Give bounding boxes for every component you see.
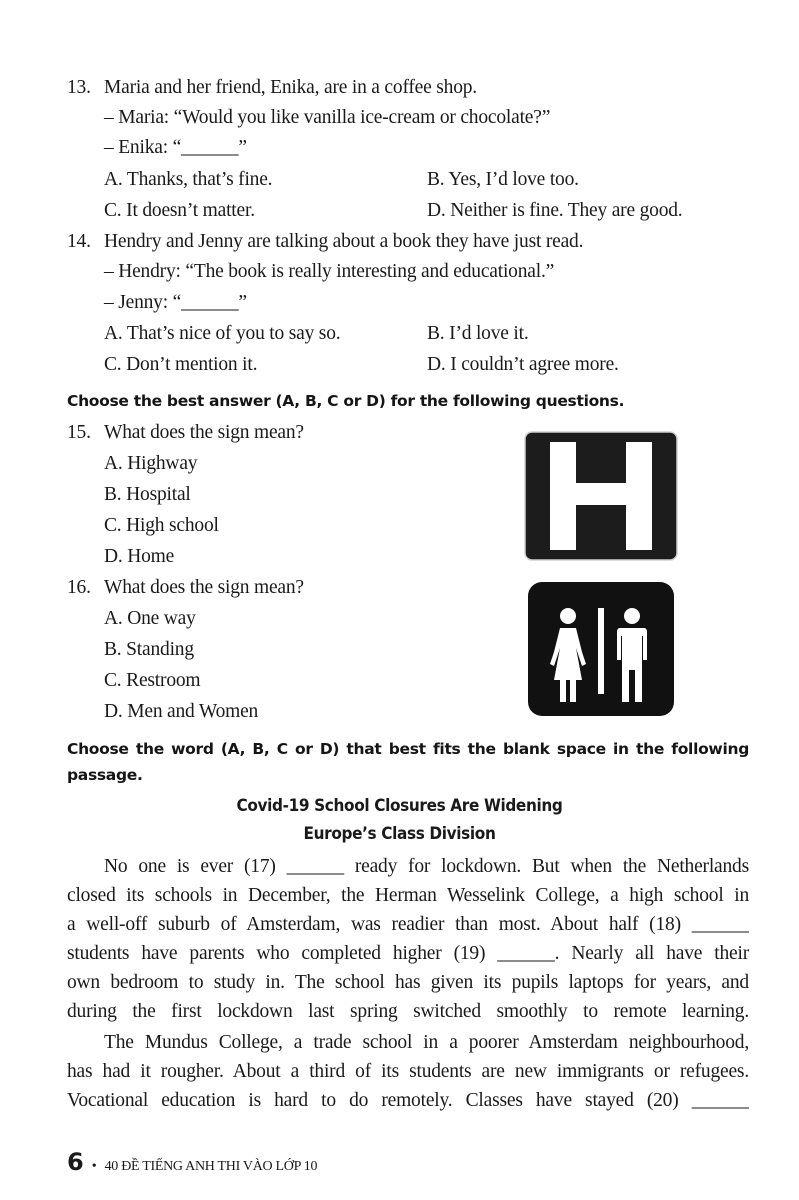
option-b[interactable]: B. I’d love it. <box>427 323 529 344</box>
paragraph-line: during the first lockdown last spring switched smoothly to remote learning. <box>67 1001 749 1022</box>
option-c[interactable]: C. It doesn’t matter. <box>104 200 255 221</box>
question-number: 15. <box>67 422 91 443</box>
instruction-passage-line2: passage. <box>67 766 143 784</box>
paragraph-line: own bedroom to study in. The school has given its pupils laptops for years, and <box>67 972 749 993</box>
option-d[interactable]: D. Home <box>104 546 175 567</box>
page-footer <box>67 1148 317 1176</box>
question-stem: Maria and her friend, Enika, are in a coffee shop. <box>104 77 477 98</box>
paragraph-line: closed its schools in December, the Herman Wesselink College, a high school in <box>67 885 749 906</box>
footer-separator: • <box>91 1159 97 1174</box>
restroom-sign-icon <box>526 580 676 718</box>
page-number: 6 <box>67 1148 84 1176</box>
passage-title-line1: Covid-19 School Closures Are Widening <box>236 796 563 816</box>
instruction-best-answer: Choose the best answer (A, B, C or D) for the following questions. <box>67 392 625 410</box>
option-c[interactable]: C. Don’t mention it. <box>104 354 258 375</box>
instruction-passage-line1: Choose the word (A, B, C or D) that best fits the blank space in the following <box>67 740 749 758</box>
paragraph-line: The Mundus College, a trade school in a poorer Amsterdam neighbourhood, <box>104 1032 749 1053</box>
option-b[interactable]: B. Yes, I’d love too. <box>427 169 579 190</box>
option-a[interactable]: A. One way <box>104 608 196 629</box>
paragraph-line: a well-off suburb of Amsterdam, was readier than most. About half (18) ______ <box>67 914 749 935</box>
question-number: 16. <box>67 577 91 598</box>
paragraph-line: No one is ever (17) ______ ready for lockdown. But when the Netherlands <box>104 856 749 877</box>
question-number: 14. <box>67 231 91 252</box>
option-b[interactable]: B. Hospital <box>104 484 191 505</box>
option-d[interactable]: D. I couldn’t agree more. <box>427 354 619 375</box>
question-stem: What does the sign mean? <box>104 577 304 598</box>
question-stem: Hendry and Jenny are talking about a book they have just read. <box>104 231 584 252</box>
question-number: 13. <box>67 77 91 98</box>
dialogue-line: – Maria: “Would you like vanilla ice-cream or chocolate?” <box>104 107 551 128</box>
paragraph-line: has had it rougher. About a third of its students are new immigrants or refugees. <box>67 1061 749 1082</box>
dialogue-line: – Jenny: “______” <box>104 292 247 313</box>
hospital-sign-icon <box>524 431 678 561</box>
paragraph-line: students have parents who completed higher (19) ______. Nearly all have their <box>67 943 749 964</box>
option-d[interactable]: D. Neither is fine. They are good. <box>427 200 683 221</box>
paragraph-line: Vocational education is hard to do remotely. Classes have stayed (20) ______ <box>67 1090 749 1111</box>
option-c[interactable]: C. High school <box>104 515 219 536</box>
passage-title-line2: Europe’s Class Division <box>303 824 496 844</box>
option-a[interactable]: A. That’s nice of you to say so. <box>104 323 341 344</box>
question-stem: What does the sign mean? <box>104 422 304 443</box>
option-a[interactable]: A. Highway <box>104 453 198 474</box>
dialogue-line: – Hendry: “The book is really interesting and educational.” <box>104 261 555 282</box>
option-b[interactable]: B. Standing <box>104 639 194 660</box>
book-title: 40 ĐỀ TIẾNG ANH THI VÀO LỚP 10 <box>104 1159 318 1174</box>
option-c[interactable]: C. Restroom <box>104 670 201 691</box>
option-d[interactable]: D. Men and Women <box>104 701 259 722</box>
option-a[interactable]: A. Thanks, that’s fine. <box>104 169 273 190</box>
dialogue-line: – Enika: “______” <box>104 137 247 158</box>
